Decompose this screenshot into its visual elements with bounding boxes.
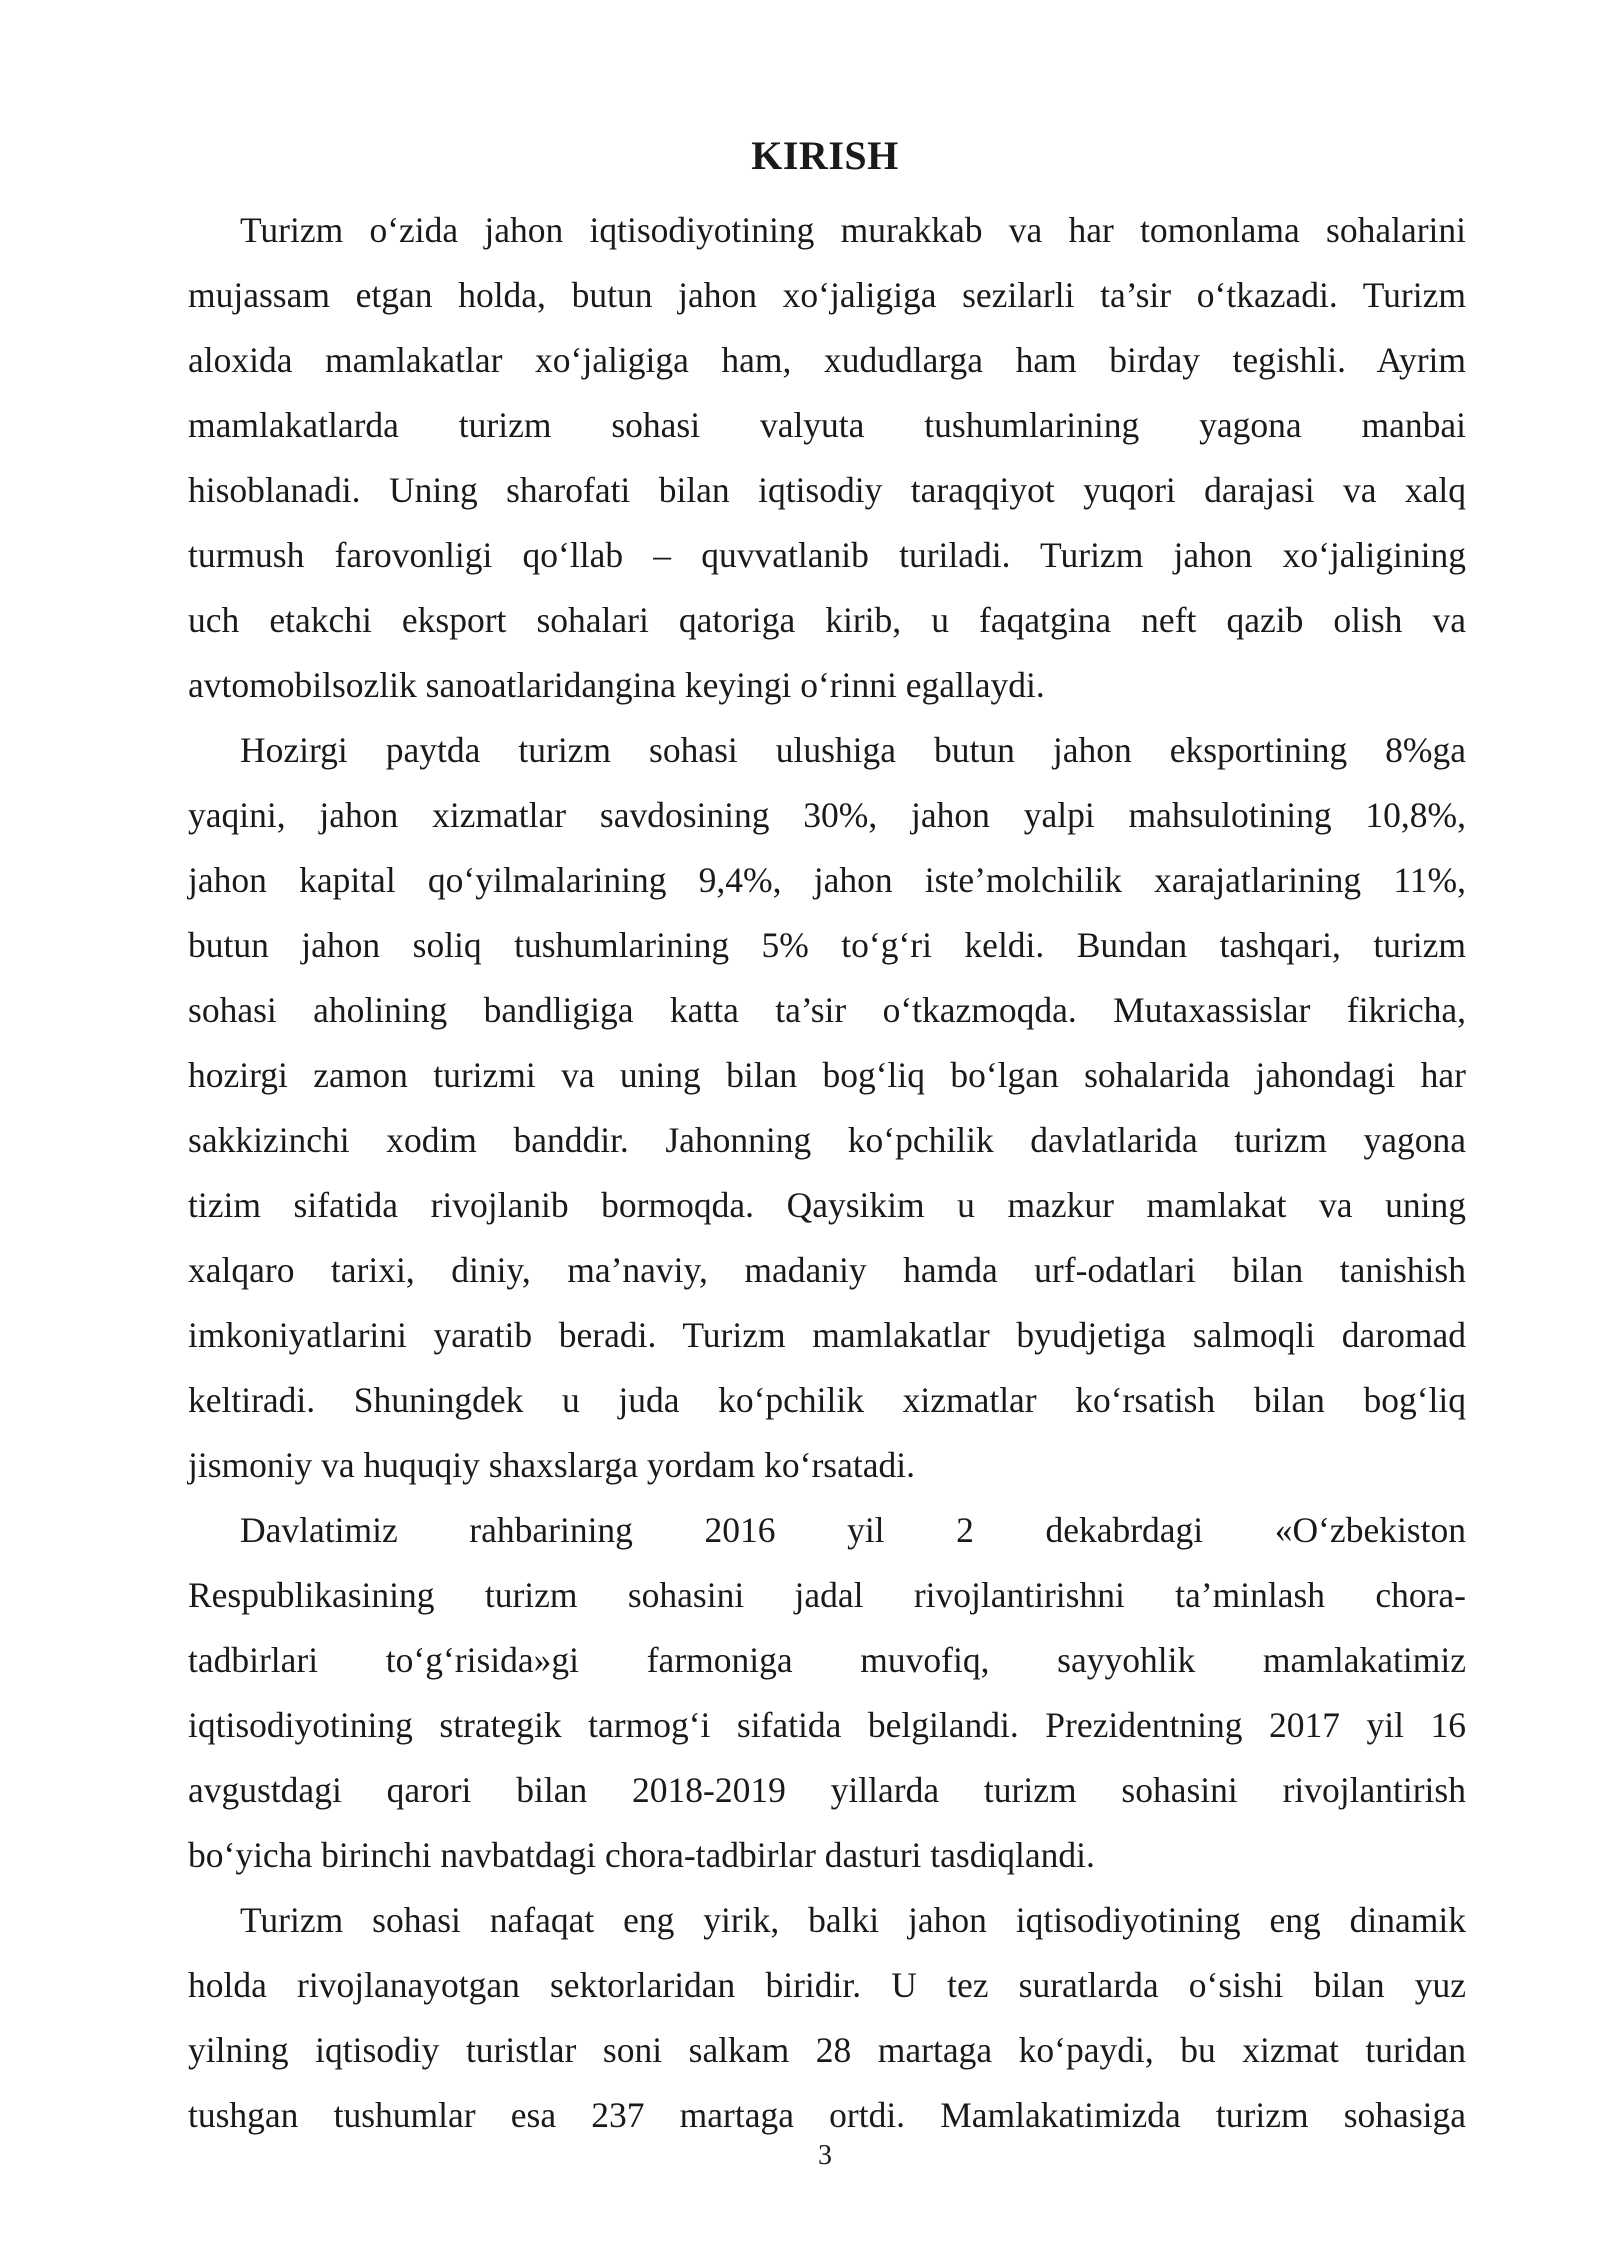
text-line: holda rivojlanayotgan sektorlaridan biridir. U tez suratlarda o‘sishi bilan yuz	[188, 1965, 1466, 2005]
text-line: avgustdagi qarori bilan 2018-2019 yillarda turizm sohasini rivojlantirish	[188, 1770, 1466, 1810]
text-line: iqtisodiyotining strategik tarmog‘i sifatida belgilandi. Prezidentning 2017 yil 16	[188, 1705, 1466, 1745]
text-line: butun jahon soliq tushumlarining 5% to‘g‘ri keldi. Bundan tashqari, turizm	[188, 925, 1466, 965]
text-line: jahon kapital qo‘yilmalarining 9,4%, jahon iste’molchilik xarajatlarining 11%,	[188, 860, 1466, 900]
page-title: KIRISH	[751, 133, 899, 178]
text-line: hozirgi zamon turizmi va uning bilan bog‘liq bo‘lgan sohalarida jahondagi har	[188, 1055, 1466, 1095]
page-number: 3	[818, 2140, 832, 2171]
text-line: Respublikasining turizm sohasini jadal rivojlantirishni ta’minlash chora-	[188, 1575, 1466, 1615]
paragraph-2	[188, 718, 1466, 1498]
text-line: turmush farovonligi qo‘llab – quvvatlanib turiladi. Turizm jahon xo‘jaligining	[188, 535, 1466, 575]
paragraph-1	[188, 198, 1466, 718]
text-line: Turizm o‘zida jahon iqtisodiyotining murakkab va har tomonlama sohalarini	[240, 210, 1466, 250]
text-line: sohasi aholining bandligiga katta ta’sir o‘tkazmoqda. Mutaxassislar fikricha,	[188, 990, 1466, 1030]
text-line: bo‘yicha birinchi navbatdagi chora-tadbirlar dasturi tasdiqlandi.	[188, 1835, 1095, 1875]
paragraph-3	[188, 1498, 1466, 1888]
text-line: Davlatimiz rahbarining 2016 yil 2 dekabrdagi «O‘zbekiston	[240, 1510, 1466, 1550]
paragraph-4	[188, 1888, 1466, 2148]
text-line: Hozirgi paytda turizm sohasi ulushiga butun jahon eksportining 8%ga	[240, 730, 1466, 770]
text-line: tadbirlari to‘g‘risida»gi farmoniga muvofiq, sayyohlik mamlakatimiz	[188, 1640, 1466, 1680]
text-line: Turizm sohasi nafaqat eng yirik, balki jahon iqtisodiyotining eng dinamik	[240, 1900, 1466, 1940]
document-body	[188, 198, 1466, 2148]
text-line: imkoniyatlarini yaratib beradi. Turizm mamlakatlar byudjetiga salmoqli daromad	[188, 1315, 1466, 1355]
text-line: avtomobilsozlik sanoatlaridangina keyingi o‘rinni egallaydi.	[188, 665, 1045, 705]
text-line: mujassam etgan holda, butun jahon xo‘jaligiga sezilarli ta’sir o‘tkazadi. Turizm	[188, 275, 1466, 315]
text-line: sakkizinchi xodim banddir. Jahonning ko‘pchilik davlatlarida turizm yagona	[188, 1120, 1466, 1160]
text-line: uch etakchi eksport sohalari qatoriga kirib, u faqatgina neft qazib olish va	[188, 600, 1466, 640]
text-line: yaqini, jahon xizmatlar savdosining 30%, jahon yalpi mahsulotining 10,8%,	[188, 795, 1466, 835]
text-line: xalqaro tarixi, diniy, ma’naviy, madaniy hamda urf-odatlari bilan tanishish	[188, 1250, 1466, 1290]
text-line: keltiradi. Shuningdek u juda ko‘pchilik xizmatlar ko‘rsatish bilan bog‘liq	[188, 1380, 1466, 1420]
text-line: yilning iqtisodiy turistlar soni salkam 28 martaga ko‘paydi, bu xizmat turidan	[188, 2030, 1466, 2070]
text-line: tizim sifatida rivojlanib bormoqda. Qaysikim u mazkur mamlakat va uning	[188, 1185, 1466, 1225]
text-line: mamlakatlarda turizm sohasi valyuta tushumlarining yagona manbai	[188, 405, 1466, 445]
text-line: tushgan tushumlar esa 237 martaga ortdi. Mamlakatimizda turizm sohasiga	[188, 2095, 1466, 2135]
text-line: hisoblanadi. Uning sharofati bilan iqtisodiy taraqqiyot yuqori darajasi va xalq	[188, 470, 1466, 510]
text-line: jismoniy va huquqiy shaxslarga yordam ko‘rsatadi.	[188, 1445, 915, 1485]
text-line: aloxida mamlakatlar xo‘jaligiga ham, xududlarga ham birday tegishli. Ayrim	[188, 340, 1466, 380]
